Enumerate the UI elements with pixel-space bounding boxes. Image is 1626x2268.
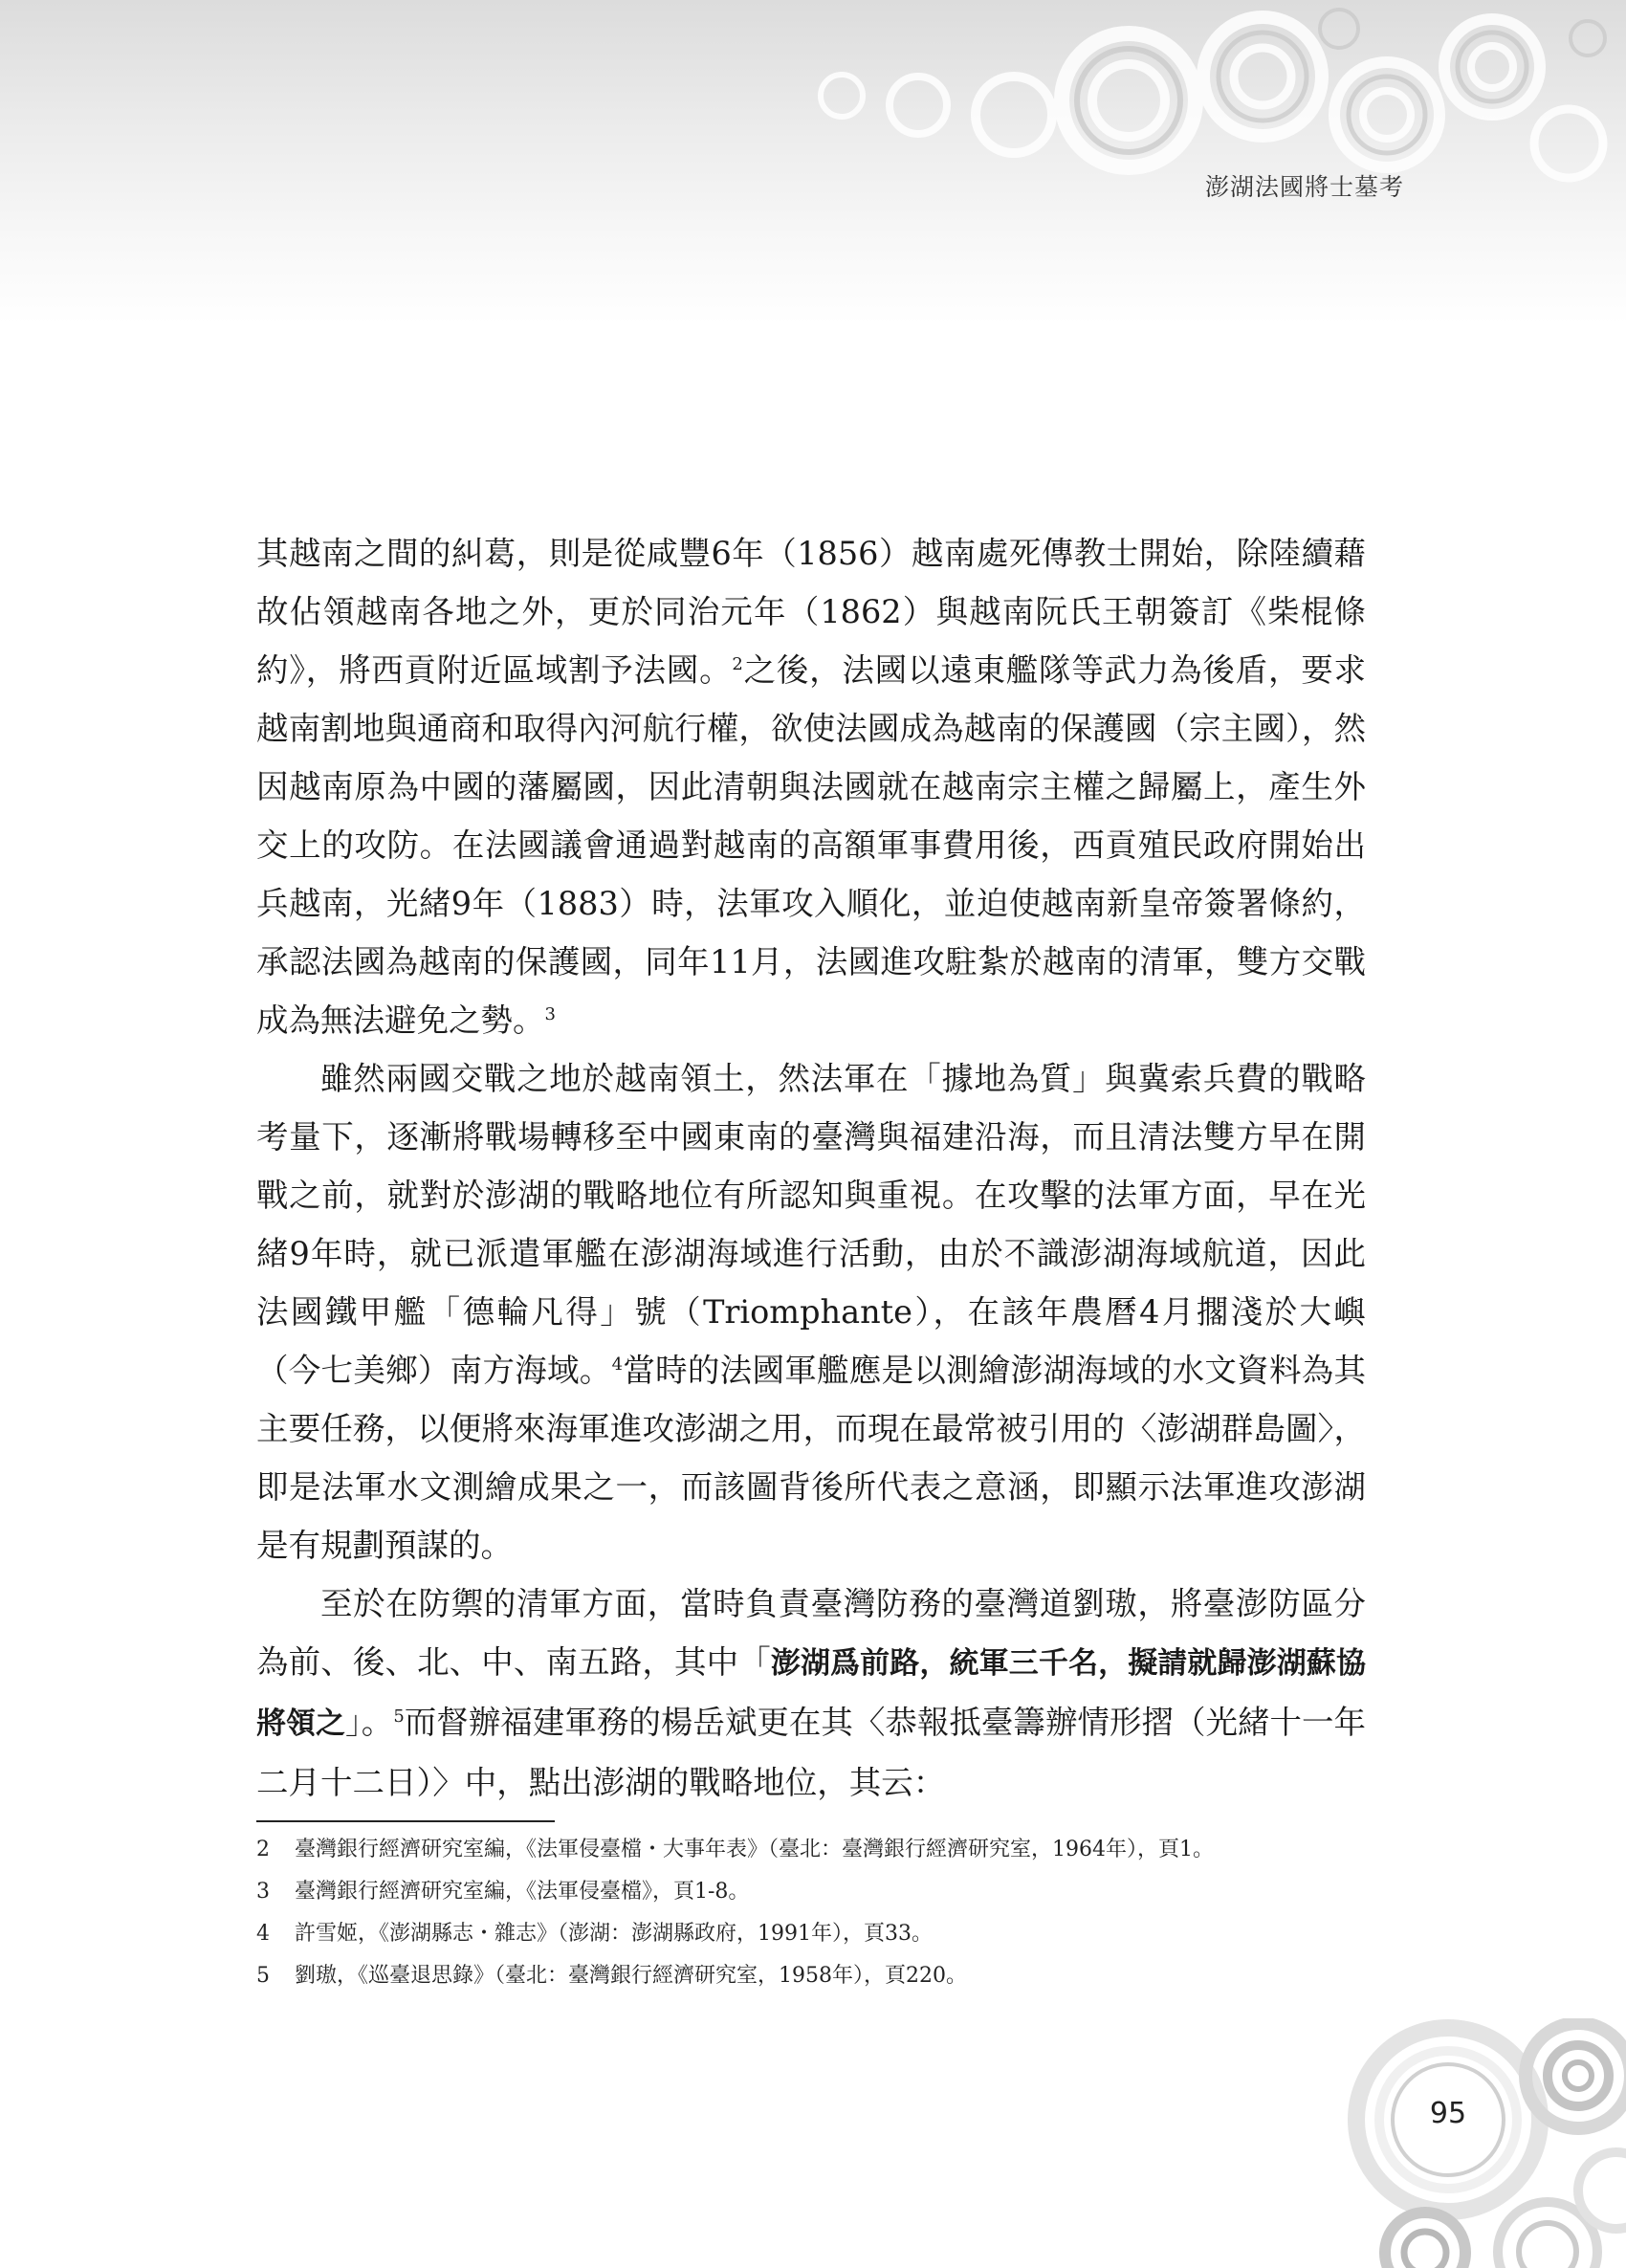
header-circles-decoration	[727, 0, 1626, 249]
footnotes	[256, 1833, 1366, 2001]
footnote-number: 3	[256, 1880, 270, 1904]
page-number: 95	[1429, 2097, 1467, 2130]
paragraph-3-quote: 澎湖爲前路，統軍三千名，擬請就歸澎湖蘇協將領之	[256, 1646, 1366, 1741]
footnote-ref-4[interactable]: 4	[611, 1354, 624, 1375]
paragraph-1	[256, 524, 1366, 1049]
paragraph-3	[256, 1574, 1366, 1812]
paragraph-2	[256, 1049, 1366, 1574]
footnote-text: 許雪姬，《澎湖縣志・雜志》（澎湖：澎湖縣政府，1991年），頁33。	[295, 1922, 933, 1946]
footnote-number: 4	[256, 1922, 270, 1946]
paragraph-2-text-b: 當時的法國軍艦應是以測繪澎湖海域的水文資料為其主要任務，以便將來海軍進攻澎湖之用，而現在最常被引用的〈澎湖群島圖〉，即是法軍水文測繪成果之一，而該圖背後所代表之意涵，即顯示法軍進攻澎湖是有規劃預謀的。	[256, 1352, 1367, 1564]
footnote-number: 5	[256, 1964, 270, 1988]
footnote-item	[256, 1833, 1366, 1867]
main-text	[256, 524, 1366, 1812]
footnote-text: 劉璈，《巡臺退思錄》（臺北：臺灣銀行經濟研究室，1958年），頁220。	[295, 1964, 967, 1988]
footnote-item	[256, 1875, 1366, 1909]
footnote-ref-5[interactable]: 5	[393, 1706, 405, 1727]
footnote-number: 2	[256, 1838, 270, 1861]
running-header-title: 澎湖法國將士墓考	[1204, 173, 1404, 201]
paragraph-3-text-b: 」。	[345, 1704, 394, 1741]
footnote-item	[256, 1959, 1366, 1993]
footnote-text: 臺灣銀行經濟研究室編，《法軍侵臺檔・大事年表》（臺北：臺灣銀行經濟研究室，1964年），頁1。	[295, 1838, 1214, 1861]
footnote-ref-3[interactable]: 3	[544, 1003, 556, 1024]
paragraph-1-text-a: 其越南之間的糾葛，則是從咸豐6年（1856）越南處死傳教士開始，除陸續藉故佔領越南各地之外，更於同治元年（1862）與越南阮氏王朝簽訂《柴棍條約》，將西貢附近區域割予法國。	[256, 535, 1366, 689]
paragraph-2-text-a: 雖然兩國交戰之地於越南領土，然法軍在「據地為質」與冀索兵費的戰略考量下，逐漸將戰場轉移至中國東南的臺灣與福建沿海，而且清法雙方早在開戰之前，就對於澎湖的戰略地位有所認知與重視。在攻擊的法軍方面，早在光緒9年時，就已派遣軍艦在澎湖海域進行活動，由於不識澎湖海域航道，因此法國鐵甲艦「德輪凡得」號（Triomphante），在該年農曆4月擱淺於大嶼（今七美鄉）南方海域。	[256, 1060, 1366, 1389]
footnote-separator	[256, 1820, 555, 1822]
paragraph-1-text-b: 之後，法國以遠東艦隊等武力為後盾，要求越南割地與通商和取得內河航行權，欲使法國成為越南的保護國（宗主國），然因越南原為中國的藩屬國，因此清朝與法國就在越南宗主權之歸屬上，產生外交上的攻防。在法國議會通過對越南的高額軍事費用後，西貢殖民政府開始出兵越南，光緒9年（1883）時，法軍攻入順化，並迫使越南新皇帝簽署條約，承認法國為越南的保護國，同年11月，法國進攻駐紮於越南的清軍，雙方交戰成為無法避免之勢。	[256, 651, 1367, 1039]
footnote-ref-2[interactable]: 2	[732, 653, 743, 674]
paragraph-3-text-c: 而督辦福建軍務的楊岳斌更在其〈恭報抵臺籌辦情形摺（光緒十一年二月十二日）〉中，點出澎湖的戰略地位，其云：	[256, 1704, 1367, 1801]
footnote-text: 臺灣銀行經濟研究室編，《法軍侵臺檔》，頁1-8。	[295, 1880, 750, 1904]
footnote-item	[256, 1917, 1366, 1951]
paragraph-3-text-a: 至於在防禦的清軍方面，當時負責臺灣防務的臺灣道劉璈，將臺澎防區分為前、後、北、中、南五路，其中「	[256, 1585, 1366, 1681]
footer-circles-decoration	[1339, 2018, 1626, 2268]
